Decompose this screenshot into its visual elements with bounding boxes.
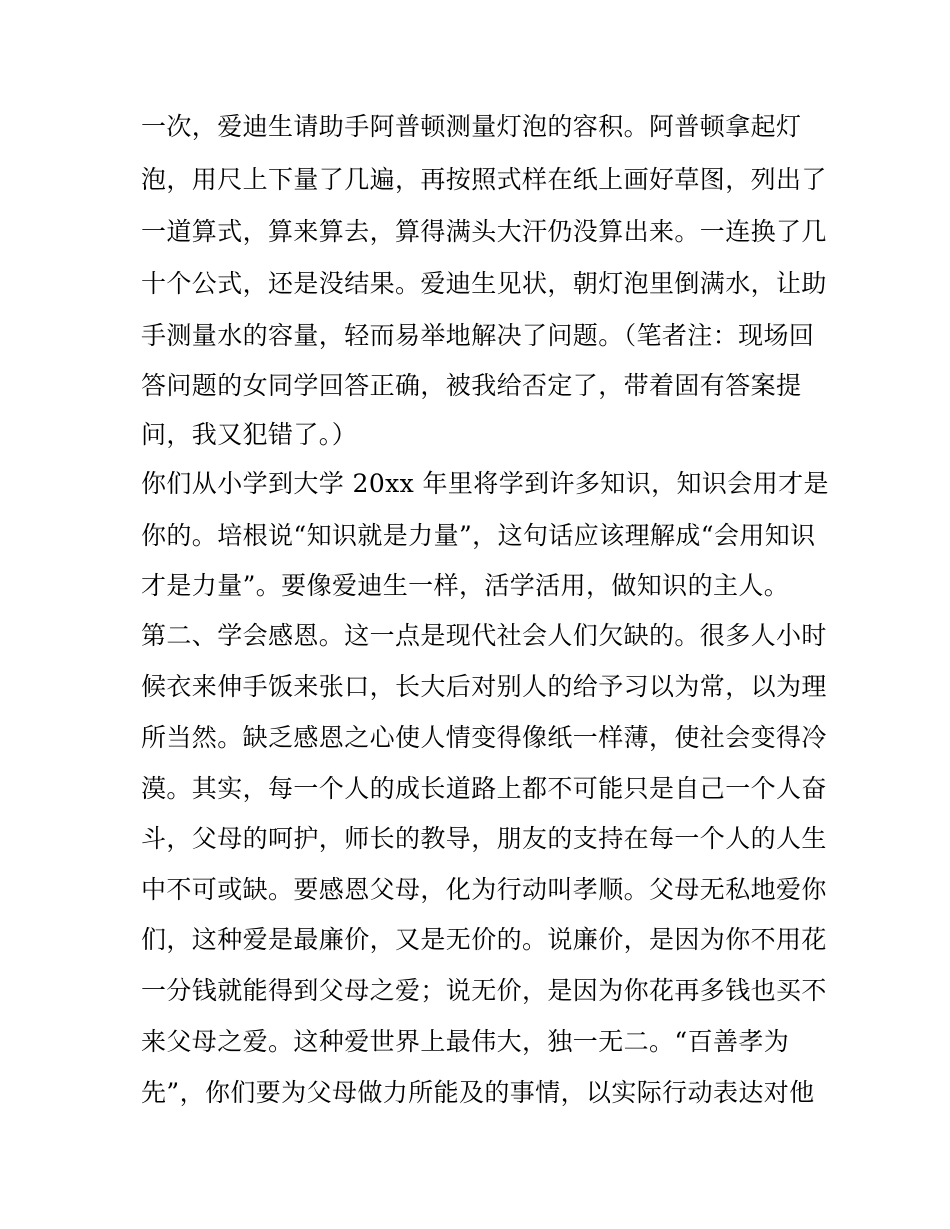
text-line: 一分钱就能得到父母之爱；说无价，是因为你花再多钱也买不	[141, 976, 827, 1005]
text-line: 问，我又犯错了。）	[141, 420, 358, 449]
text-line: 一次，爱迪生请助手阿普顿测量灯泡的容积。阿普顿拿起灯	[141, 112, 802, 141]
text-line: 候衣来伸手饭来张口，长大后对别人的给予习以为常，以为理	[141, 672, 827, 701]
text-line: 中不可或缺。要感恩父母，化为行动叫孝顺。父母无私地爱你	[141, 875, 827, 904]
text-line: 答问题的女同学回答正确，被我给否定了，带着固有答案提	[141, 371, 802, 400]
text-line: 你们从小学到大学 20xx 年里将学到许多知识，知识会用才是	[141, 469, 829, 498]
text-line: 斗，父母的呵护，师长的教导，朋友的支持在每一个人的人生	[141, 824, 827, 853]
text-line: 泡，用尺上下量了几遍，再按照式样在纸上画好草图，列出了	[141, 165, 827, 194]
text-line: 你的。培根说“知识就是力量”，这句话应该理解成“会用知识	[141, 521, 816, 550]
text-line: 漠。其实，每一个人的成长道路上都不可能只是自己一个人奋	[141, 774, 827, 803]
text-line: 十个公式，还是没结果。爱迪生见状，朝灯泡里倒满水，让助	[141, 269, 827, 298]
text-line: 先”，你们要为父母做力所能及的事情，以实际行动表达对他	[141, 1078, 815, 1107]
text-line: 来父母之爱。这种爱世界上最伟大，独一无二。“百善孝为	[141, 1027, 790, 1056]
text-line: 手测量水的容量，轻而易举地解决了问题。（笔者注：现场回	[141, 321, 815, 350]
text-line: 才是力量”。要像爱迪生一样，活学活用，做知识的主人。	[141, 571, 790, 600]
text-line: 一道算式，算来算去，算得满头大汗仍没算出来。一连换了几	[141, 217, 827, 246]
text-line: 所当然。缺乏感恩之心使人情变得像纸一样薄，使社会变得冷	[141, 723, 827, 752]
text-line: 们，这种爱是最廉价，又是无价的。说廉价，是因为你不用花	[141, 925, 827, 954]
text-line: 第二、学会感恩。这一点是现代社会人们欠缺的。很多人小时	[141, 621, 827, 650]
